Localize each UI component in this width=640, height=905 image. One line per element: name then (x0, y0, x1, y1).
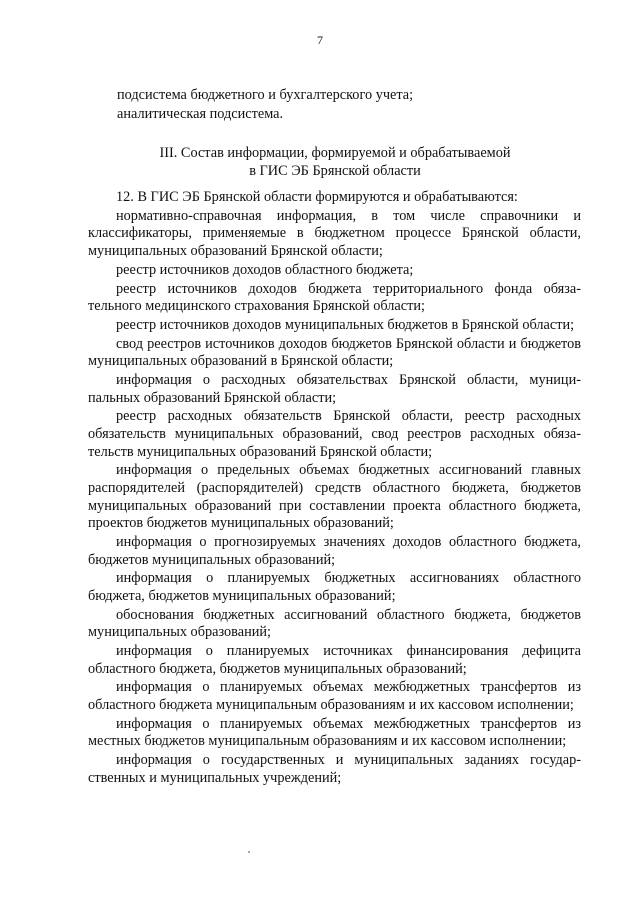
section-heading-line: III. Состав информации, формируемой и обрабатываемой (159, 145, 511, 161)
paragraph: реестр расходных обязательств Брянской области, реестр расходных обязательств муниципальных образований, свод реестров расходных обязательств муниципальных образований Брянской области; (88, 408, 581, 460)
paragraph: нормативно-справочная информация, в том числе справочники и классификаторы, применяемые в бюджетном процессе Брянской области, муниципальных образований Брянской области; (88, 207, 581, 259)
list-item: аналитическая подсистема. (117, 106, 284, 122)
paragraph: реестр источников доходов бюджета территориального фонда обязательного медицинского страхования Брянской области; (88, 280, 581, 315)
list-item: подсистема бюджетного и бухгалтерского учета; (117, 87, 414, 103)
paragraph: обоснования бюджетных ассигнований областного бюджета, бюджетов муниципальных образований; (88, 606, 581, 641)
paragraph: реестр источников доходов муниципальных бюджетов в Брянской области; (116, 316, 575, 333)
page-number: 7 (317, 33, 323, 47)
section-heading (80, 144, 590, 180)
paragraph: информация о предельных объемах бюджетных ассигнований главных распорядителей (распорядителей) средств областного бюджета, бюджетов муниципальных образований при составлении проекта областного бюджета, проектов бюджетов муниципальных образований; (88, 462, 581, 532)
document-body (88, 189, 581, 789)
paragraph: информация о прогнозируемых значениях доходов областного бюджета, бюджетов муниципальных образований; (88, 533, 581, 568)
paragraph-clause-12: 12. В ГИС ЭБ Брянской области формируются и обрабатываются: (116, 189, 518, 205)
section-heading-line: в ГИС ЭБ Брянской области (249, 163, 421, 179)
paragraph: информация о государственных и муниципальных заданиях государственных и муниципальных учреждений; (88, 752, 581, 786)
subsystem-list (117, 86, 587, 124)
paragraph: информация о планируемых источниках финансирования дефицита областного бюджета, бюджетов муниципальных образований; (88, 643, 581, 677)
paragraph: информация о планируемых объемах межбюджетных трансфертов из местных бюджетов муниципальным образованиям и их кассовом исполнении; (88, 715, 581, 750)
paragraph: информация о планируемых бюджетных ассигнованиях областного бюджета, бюджетов муниципальных образований; (88, 570, 581, 604)
paragraph: информация о расходных обязательствах Брянской области, муниципальных образований Брянской области; (88, 372, 581, 406)
paragraph: реестр источников доходов областного бюджета; (116, 261, 414, 278)
paragraph: свод реестров источников доходов бюджетов Брянской области и бюджетов муниципальных образований в Брянской области; (88, 335, 581, 370)
paragraph: информация о планируемых объемах межбюджетных трансфертов из областного бюджета муниципальным образованиям и их кассовом исполнении; (88, 679, 581, 714)
scan-speck (248, 851, 250, 853)
